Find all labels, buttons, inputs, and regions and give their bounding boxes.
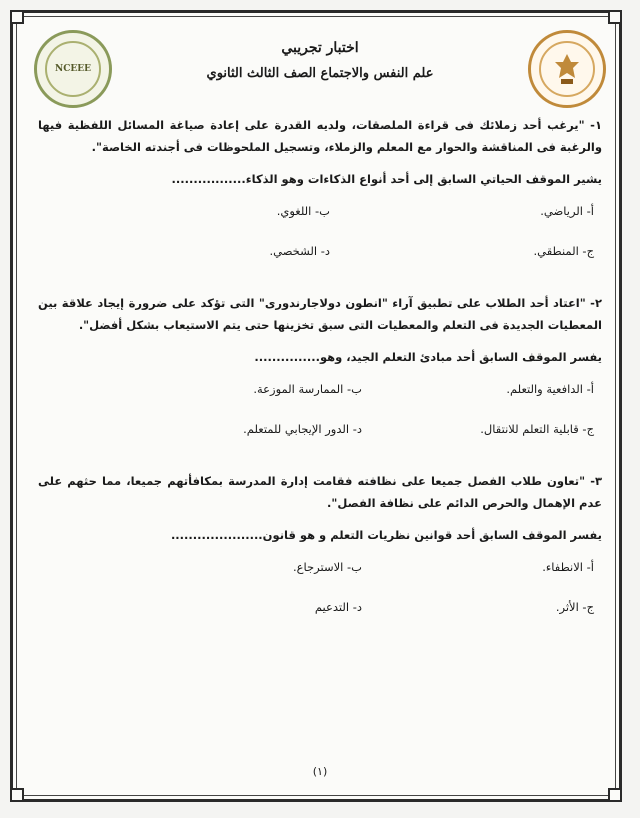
corner-ornament [608, 788, 622, 802]
option-d[interactable]: د- الشخصي. [269, 244, 330, 258]
page-number: (١) [312, 765, 328, 778]
option-c[interactable]: ج- قابلية التعلم للانتقال. [480, 422, 594, 436]
page-subtitle: علم النفس والاجتماع الصف الثالث الثانوي [206, 66, 434, 81]
question-3 [38, 470, 602, 624]
question-text: ١- "يرغب أحد زملائك فى قراءة الملصقات، ولديه القدرة على إعادة صياغة المسائل اللفظية فيها والرغبة فى المناقشة والحوار مع المعلم والزملاء، وتسجيل الملحوظات فى أجندته الخاصة". [38, 118, 602, 154]
question-prompt: يشير الموقف الحياتي السابق إلى أحد أنواع الذكاءات وهو الذكاء................. [171, 172, 602, 186]
option-c[interactable]: ج- المنطقي. [533, 244, 594, 258]
option-b[interactable]: ب- الاسترجاع. [293, 560, 362, 574]
option-b[interactable]: ب- الممارسة الموزعة. [253, 382, 362, 396]
option-d[interactable]: د- الدور الإيجابي للمتعلم. [243, 422, 362, 436]
option-a[interactable]: أ- الدافعية والتعلم. [506, 382, 594, 396]
corner-ornament [608, 10, 622, 24]
options-group [38, 204, 602, 268]
corner-ornament [10, 10, 24, 24]
question-1 [38, 114, 602, 268]
question-prompt: يفسر الموقف السابق أحد قوانين نظريات التعلم و هو قانون..................... [170, 528, 602, 542]
page-title: اختبار تجريبي [281, 40, 359, 56]
page-header [30, 26, 610, 118]
option-d[interactable]: د- التدعيم [314, 600, 362, 614]
option-a[interactable]: أ- الانطفاء. [542, 560, 594, 574]
question-2 [38, 292, 602, 446]
option-a[interactable]: أ- الرياضي. [540, 204, 594, 218]
option-c[interactable]: ج- الأثر. [555, 600, 594, 614]
exam-page [30, 26, 610, 786]
options-group [38, 560, 602, 624]
option-b[interactable]: ب- اللغوي. [276, 204, 330, 218]
question-prompt: يفسر الموقف السابق أحد مبادئ التعلم الجيد، وهو............... [254, 350, 602, 364]
options-group [38, 382, 602, 446]
corner-ornament [10, 788, 24, 802]
question-text: ٣- "تعاون طلاب الفصل جميعا على نظافته فقامت إدارة المدرسة بمكافأتهم جميعا، مما حثهم على عدم الإهمال والحرص الدائم على نظافة الفصل". [38, 474, 602, 510]
nceee-logo-text: NCEEE [55, 64, 91, 74]
question-text: ٢- "اعتاد أحد الطلاب على تطبيق آراء "انطون دولاجارندورى" التى تؤكد على ضرورة إيجاد علاقة بين المعطيات الجديدة فى التعلم والمعطيات التى سبق تخزينها حتى يتم الاستيعاب بشكل أفضل". [38, 296, 602, 332]
